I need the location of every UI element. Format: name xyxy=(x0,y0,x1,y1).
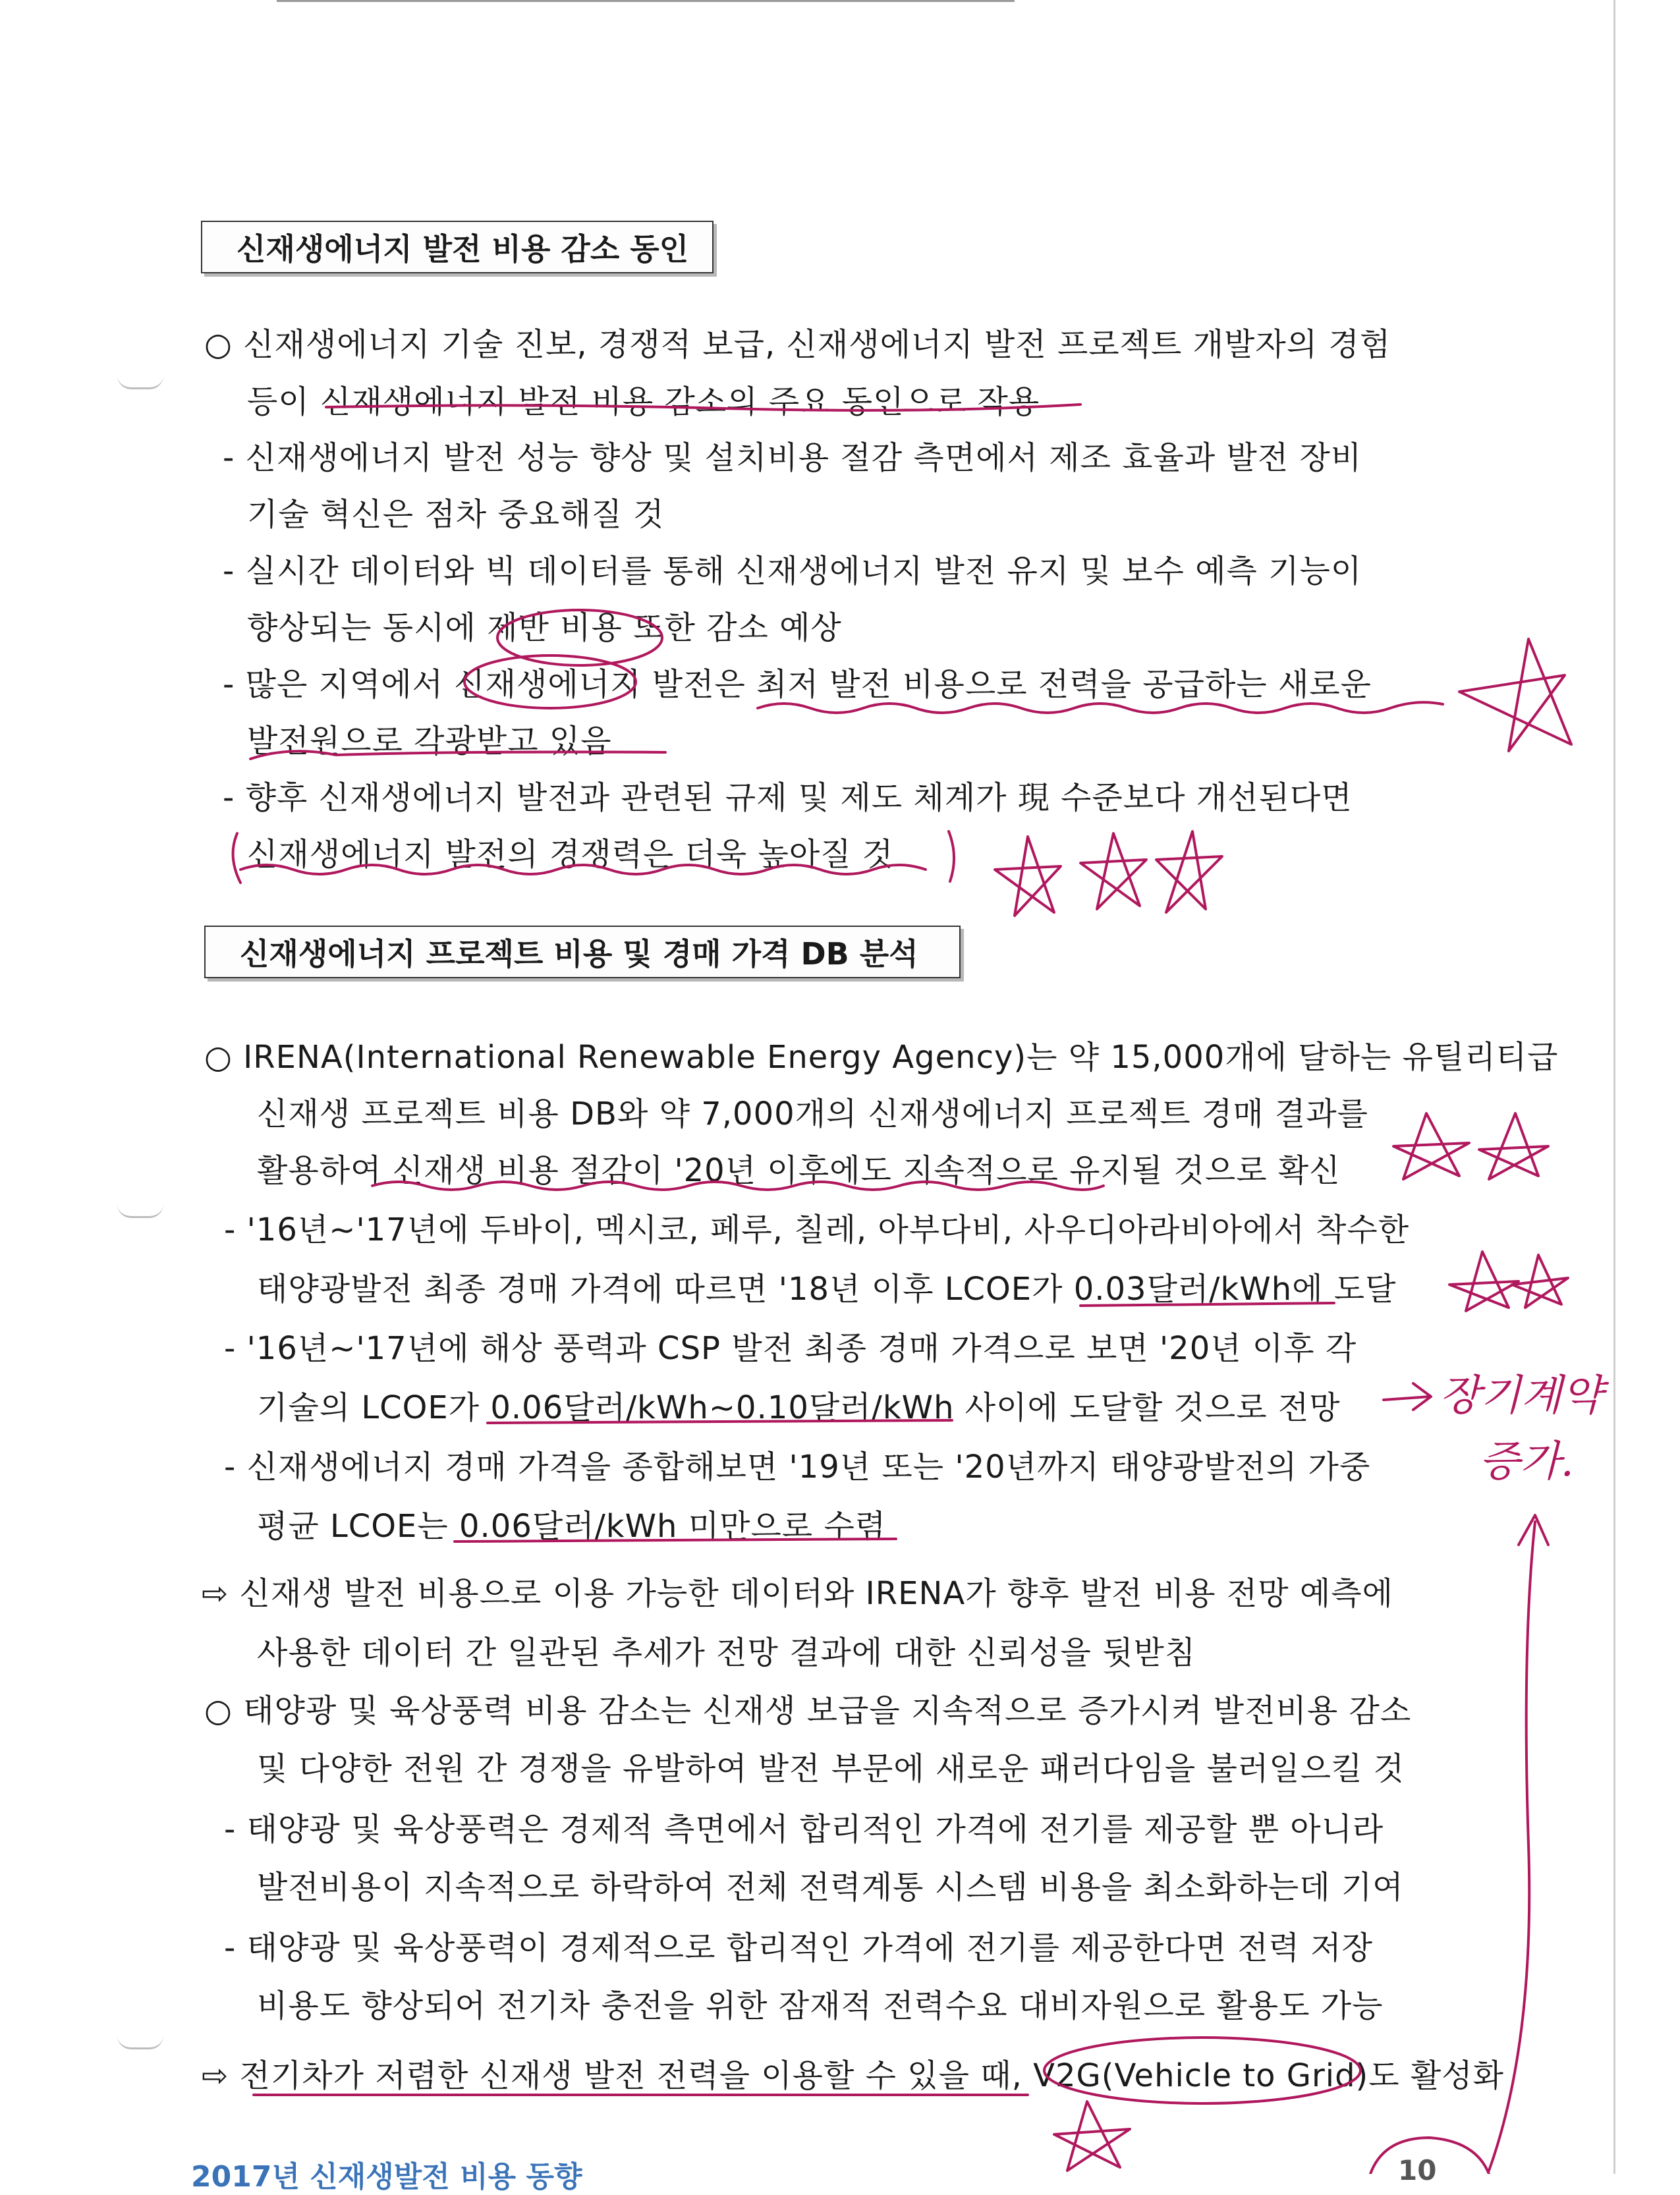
underline xyxy=(372,1182,1104,1190)
dash-line-cont: 발전비용이 지속적으로 하락하여 전체 전력계통 시스템 비용을 최소화하는데 기여 xyxy=(257,1869,1404,1906)
page-number: 10 xyxy=(1398,2154,1437,2186)
footer-title: 2017년 신재생발전 비용 동향 xyxy=(191,2160,582,2194)
bullet-line: ○ 신재생에너지 기술 진보, 경쟁적 보급, 신재생에너지 발전 프로젝트 개발자의 경험 xyxy=(204,326,1391,363)
dash-line-cont: 향상되는 동시에 제반 비용 또한 감소 예상 xyxy=(247,609,842,646)
underline xyxy=(488,1420,952,1423)
dash-line-cont: 평균 LCOE는 0.06달러/kWh 미만으로 수렴 xyxy=(257,1508,887,1545)
bullet-line-cont: 신재생 프로젝트 비용 DB와 약 7,000개의 신재생에너지 프로젝트 경매 결과를 xyxy=(257,1096,1368,1132)
section-title-cost-drivers: 신재생에너지 발전 비용 감소 동인 xyxy=(201,221,714,273)
underline xyxy=(250,751,665,759)
star-mark xyxy=(1080,833,1146,909)
dash-line: - '16년~'17년에 해상 풍력과 CSP 발전 최종 경매 가격으로 보면 '20년 이후 각 xyxy=(224,1330,1357,1367)
star-mark xyxy=(1156,831,1222,912)
star-mark xyxy=(1512,1255,1568,1308)
arrow-line-cont: 사용한 데이터 간 일관된 추세가 전망 결과에 대한 신뢰성을 뒷받침 xyxy=(257,1634,1196,1671)
circle-mark xyxy=(1044,2038,1360,2103)
dash-line: - 향후 신재생에너지 발전과 관련된 규제 및 제도 체계가 現 수준보다 개선된다면 xyxy=(223,779,1353,816)
bullet-line: ○ 태양광 및 육상풍력 비용 감소는 신재생 보급을 지속적으로 증가시켜 발전비용 감소 xyxy=(204,1692,1412,1729)
dash-line-cont: 발전원으로 각광받고 있음 xyxy=(247,723,612,760)
wavy-underline xyxy=(240,865,926,874)
dash-line-cont: 비용도 향상되어 전기차 충전을 위한 잠재적 전력수요 대비자원으로 활용도 가능 xyxy=(257,1987,1384,2024)
bullet-line-cont: 등이 신재생에너지 발전 비용 감소의 주요 동인으로 작용 xyxy=(247,383,1040,420)
underline xyxy=(1080,1303,1334,1306)
arrow-line: ⇨ 전기차가 저렴한 신재생 발전 전력을 이용할 수 있을 때, V2G(Vehicle to Grid)도 활성화 xyxy=(202,2057,1504,2094)
bracket-mark xyxy=(949,831,954,881)
dash-line-cont: 기술의 LCOE가 0.06달러/kWh~0.10달러/kWh 사이에 도달할 것으로 전망 xyxy=(257,1389,1341,1426)
dash-line: - 신재생에너지 발전 성능 향상 및 설치비용 절감 측면에서 제조 효율과 발전 장비 xyxy=(223,439,1362,476)
section-title-db-analysis: 신재생에너지 프로젝트 비용 및 경매 가격 DB 분석 xyxy=(204,926,961,978)
circle-mark xyxy=(1370,2138,1489,2174)
arrow-line: ⇨ 신재생 발전 비용으로 이용 가능한 데이터와 IRENA가 향후 발전 비용 전망 예측에 xyxy=(202,1575,1393,1612)
bullet-line: ○ IRENA(International Renewable Energy Agency)는 약 15,000개에 달하는 유틸리티급 xyxy=(204,1039,1559,1076)
dash-line: - 태양광 및 육상풍력은 경제적 측면에서 합리적인 가격에 전기를 제공할 뿐 아니라 xyxy=(224,1811,1384,1848)
dash-line: - 태양광 및 육상풍력이 경제적으로 합리적인 가격에 전기를 제공한다면 전력 저장 xyxy=(224,1930,1374,1966)
handwritten-note-2: 증가. xyxy=(1479,1437,1574,1486)
arrow-mark xyxy=(1489,1515,1548,2171)
star-mark xyxy=(1393,1113,1469,1179)
wavy-underline xyxy=(758,702,1443,713)
bracket-mark xyxy=(233,833,240,883)
arrow-mark xyxy=(1384,1383,1431,1410)
dash-line: - 신재생에너지 경매 가격을 종합해보면 '19년 또는 '20년까지 태양광발전의 가중 xyxy=(224,1449,1371,1486)
handwritten-note: 장기계약 xyxy=(1440,1372,1603,1420)
dash-line-cont: 신재생에너지 발전의 경쟁력은 더욱 높아질 것 xyxy=(247,836,894,873)
dash-line: - 많은 지역에서 신재생에너지 발전은 최저 발전 비용으로 전력을 공급하는 새로운 xyxy=(223,666,1372,703)
star-mark xyxy=(1054,2101,1130,2171)
dash-line: - 실시간 데이터와 빅 데이터를 통해 신재생에너지 발전 유지 및 보수 예측 기능이 xyxy=(223,553,1362,590)
dash-line-cont: 태양광발전 최종 경매 가격에 따르면 '18년 이후 LCOE가 0.03달러/kWh에 도달 xyxy=(257,1271,1397,1308)
star-mark xyxy=(1449,1252,1519,1311)
underline xyxy=(455,1539,896,1542)
underline xyxy=(326,404,1080,410)
bullet-line-cont: 활용하여 신재생 비용 절감이 '20년 이후에도 지속적으로 유지될 것으로 확신 xyxy=(257,1152,1341,1189)
bullet-line-cont: 및 다양한 전원 간 경쟁을 유발하여 발전 부문에 새로운 패러다임을 불러일으킬 것 xyxy=(257,1750,1405,1787)
star-mark xyxy=(1459,639,1571,751)
star-mark xyxy=(995,837,1061,916)
dash-line: - '16년~'17년에 두바이, 멕시코, 페루, 칠레, 아부다비, 사우디아라비아에서 착수한 xyxy=(224,1211,1410,1248)
star-mark xyxy=(1479,1113,1548,1179)
dash-line-cont: 기술 혁신은 점차 중요해질 것 xyxy=(247,496,665,533)
